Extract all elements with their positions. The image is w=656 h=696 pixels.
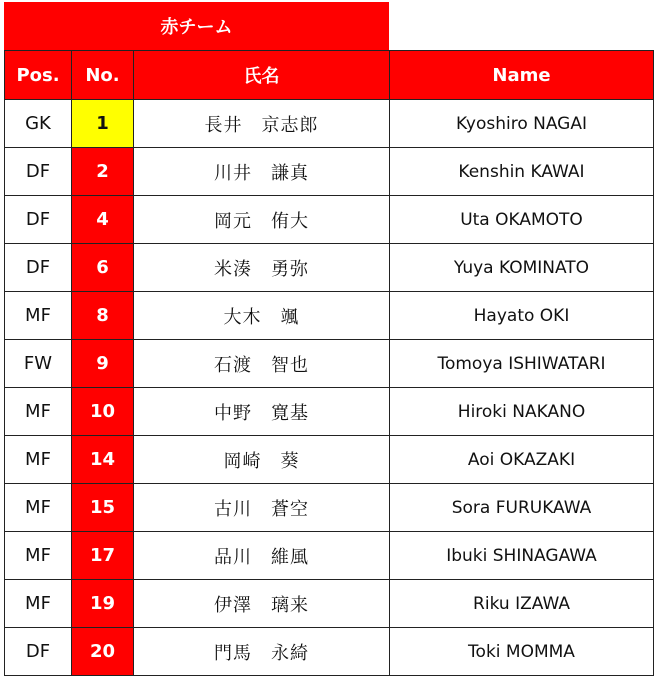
number-cell: 14 [72,436,134,484]
table-row [5,484,654,532]
name-en-cell: Yuya KOMINATO [390,244,654,292]
name-jp-cell: 大木 颯 [134,292,390,340]
name-jp-cell: 門馬 永綺 [134,628,390,676]
team-title: 赤チーム [4,2,389,50]
position-cell: MF [5,532,72,580]
position-cell: MF [5,388,72,436]
table-row [5,244,654,292]
name-en-cell: Uta OKAMOTO [390,196,654,244]
name-en-cell: Riku IZAWA [390,580,654,628]
table-row [5,532,654,580]
name-jp-cell: 岡崎 葵 [134,436,390,484]
name-jp-cell: 川井 謙真 [134,148,390,196]
position-cell: DF [5,196,72,244]
number-cell: 19 [72,580,134,628]
number-cell: 9 [72,340,134,388]
table-row [5,436,654,484]
name-jp-cell: 岡元 侑大 [134,196,390,244]
table-row [5,628,654,676]
header-name-jp: 氏名 [134,51,390,100]
position-cell: DF [5,148,72,196]
name-jp-cell: 長井 京志郎 [134,100,390,148]
name-en-cell: Tomoya ISHIWATARI [390,340,654,388]
number-cell: 2 [72,148,134,196]
name-jp-cell: 品川 維風 [134,532,390,580]
position-cell: DF [5,628,72,676]
position-cell: MF [5,484,72,532]
name-en-cell: Hiroki NAKANO [390,388,654,436]
number-cell: 6 [72,244,134,292]
table-row [5,340,654,388]
header-name-en: Name [390,51,654,100]
position-cell: DF [5,244,72,292]
number-cell: 4 [72,196,134,244]
name-jp-cell: 石渡 智也 [134,340,390,388]
table-row [5,292,654,340]
position-cell: MF [5,580,72,628]
number-cell: 17 [72,532,134,580]
name-jp-cell: 中野 寛基 [134,388,390,436]
name-jp-cell: 米湊 勇弥 [134,244,390,292]
table-row [5,196,654,244]
name-en-cell: Sora FURUKAWA [390,484,654,532]
number-cell: 20 [72,628,134,676]
name-en-cell: Kenshin KAWAI [390,148,654,196]
name-en-cell: Kyoshiro NAGAI [390,100,654,148]
number-cell: 15 [72,484,134,532]
header-row [5,51,654,100]
header-no: No. [72,51,134,100]
header-pos: Pos. [5,51,72,100]
name-en-cell: Aoi OKAZAKI [390,436,654,484]
number-cell: 8 [72,292,134,340]
position-cell: MF [5,436,72,484]
table-row [5,148,654,196]
table-row [5,580,654,628]
position-cell: FW [5,340,72,388]
roster-table [4,50,654,676]
name-jp-cell: 伊澤 璃来 [134,580,390,628]
position-cell: MF [5,292,72,340]
number-cell: 10 [72,388,134,436]
name-jp-cell: 古川 蒼空 [134,484,390,532]
table-row [5,388,654,436]
table-row [5,100,654,148]
number-cell: 1 [72,100,134,148]
name-en-cell: Ibuki SHINAGAWA [390,532,654,580]
name-en-cell: Hayato OKI [390,292,654,340]
position-cell: GK [5,100,72,148]
name-en-cell: Toki MOMMA [390,628,654,676]
